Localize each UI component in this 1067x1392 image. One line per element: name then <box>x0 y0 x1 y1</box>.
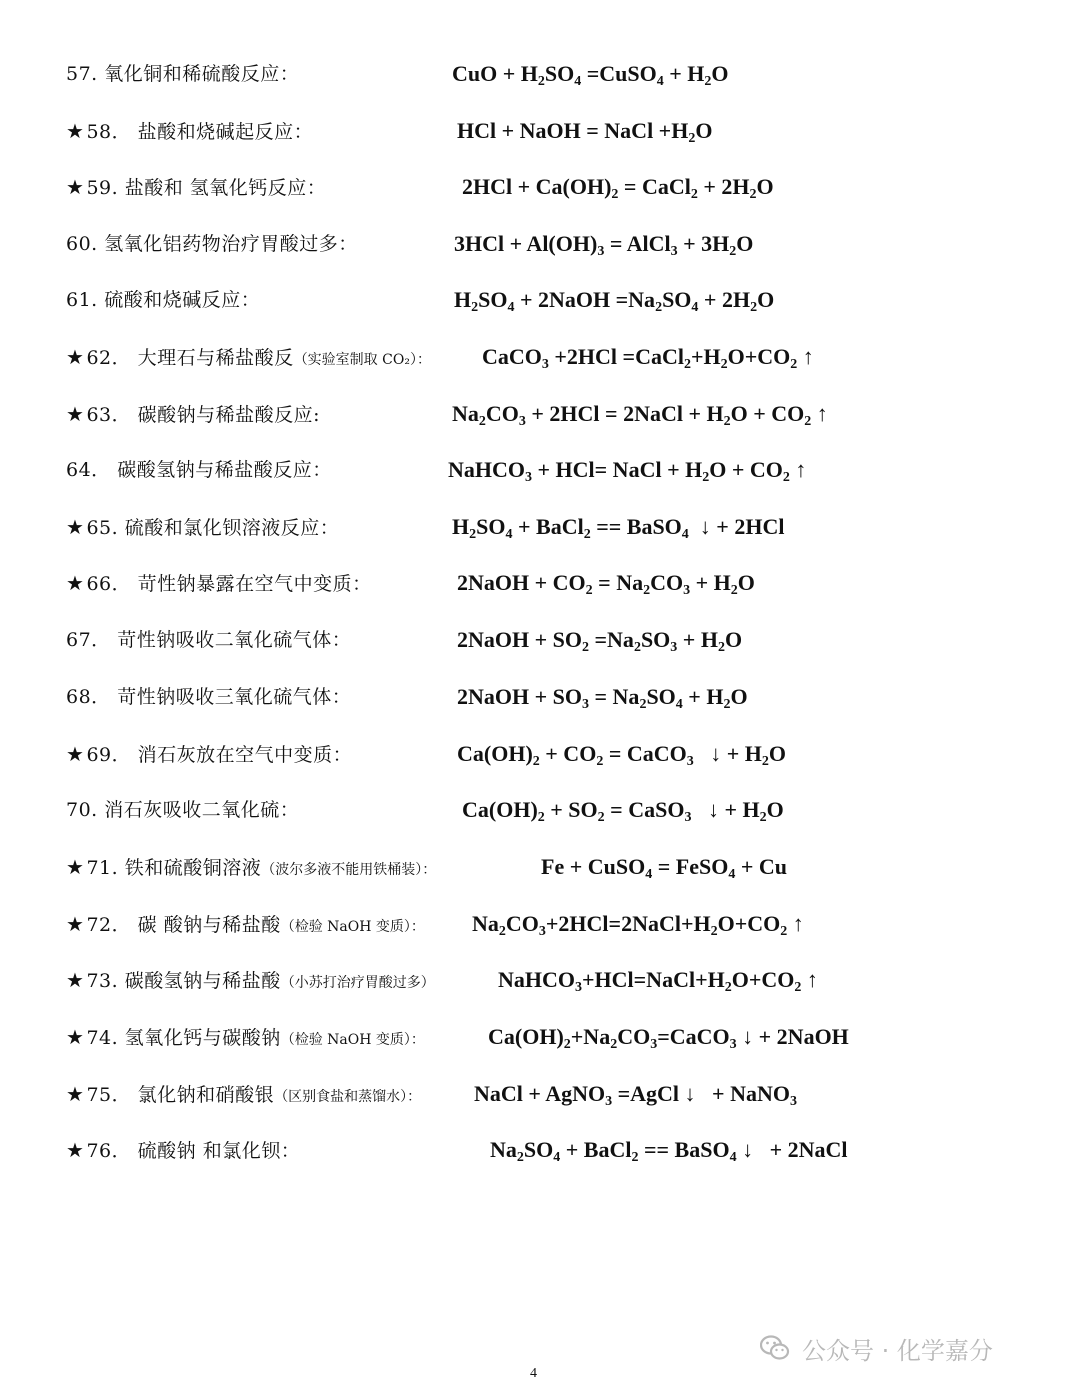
item-number: 63． <box>86 404 132 426</box>
reaction-text: 盐酸和烧碱起反应： <box>137 121 314 143</box>
reaction-description <box>66 563 372 603</box>
reaction-description <box>66 904 425 944</box>
chemical-equation: $H_2SO_4$ + BaCl$_2$ == BaSO$_4$ ↓ + 2HCl <box>452 514 785 542</box>
equation-row <box>0 224 1067 264</box>
equation-row <box>0 337 1067 377</box>
equation-row <box>0 847 1067 887</box>
item-number: 65. <box>86 517 119 539</box>
chemical-equation: $Na_2SO_4$ + BaCl$_2$ == BaSO$_4$ ↓ + 2NaCl <box>490 1137 848 1165</box>
star-icon: ★ <box>66 571 85 595</box>
chemical-equation: NaHCO$_3$ + HCl= NaCl + $H_2O + CO_2$ ↑ <box>448 457 807 485</box>
reaction-text: 碳酸钠与稀盐酸反应: <box>137 404 321 426</box>
reaction-text: 硫酸和氯化钡溶液反应： <box>124 517 340 539</box>
reaction-description <box>66 167 326 207</box>
reaction-note: （检验 NaOH 变质）： <box>280 919 425 935</box>
reaction-description <box>66 847 436 887</box>
star-icon: ★ <box>66 402 85 426</box>
item-number: 68． <box>66 686 111 708</box>
equation-row <box>0 677 1067 717</box>
equation-row <box>0 960 1067 1000</box>
equation-row <box>0 620 1067 660</box>
item-number: 70. <box>66 799 98 821</box>
reaction-description <box>66 394 320 434</box>
watermark <box>760 1328 993 1368</box>
item-number: 72． <box>86 914 132 936</box>
equation-row <box>0 1074 1067 1114</box>
reaction-note: （检验 NaOH 变质）： <box>280 1032 425 1048</box>
reaction-note: （小苏打治疗胃酸过多） <box>280 975 435 991</box>
equation-row <box>0 111 1067 151</box>
item-number: 58． <box>86 121 132 143</box>
star-icon: ★ <box>66 912 85 936</box>
reaction-text: 苛性钠吸收三氧化硫气体： <box>117 686 352 708</box>
reaction-description <box>66 450 332 490</box>
reaction-text: 氯化钠和硝酸银 <box>137 1084 275 1106</box>
reaction-description <box>66 111 313 151</box>
reaction-description <box>66 734 352 774</box>
watermark-text: 公众号 · 化学嘉分 <box>802 1336 993 1365</box>
item-number: 71. <box>86 857 119 879</box>
chemical-equation: CaCO$_3$ $+2HCl =CaCl_2+H_2O+CO_2$ ↑ <box>482 344 814 372</box>
star-icon: ★ <box>66 119 85 143</box>
chemical-equation: $3HCl + Al(OH)_3$ = AlCl$_3$ + $3H_2O$ <box>454 231 754 259</box>
reaction-description <box>66 790 299 830</box>
reaction-text: 苛性钠吸收二氧化硫气体： <box>117 629 352 651</box>
reaction-text: 消石灰吸收二氧化硫： <box>104 799 300 821</box>
star-icon: ★ <box>66 742 85 766</box>
equation-row <box>0 1130 1067 1170</box>
reaction-text: 氢氧化铝药物治疗胃酸过多： <box>104 233 358 255</box>
item-number: 73. <box>86 970 119 992</box>
reaction-note: （区别食盐和蒸馏水）： <box>274 1089 422 1105</box>
star-icon: ★ <box>66 515 85 539</box>
chemical-equation: $Ca(OH)_2 + CO_2$ = CaCO$_3$ ↓ + $H_2O$ <box>457 741 787 769</box>
reaction-note: （波尔多液不能用铁桶装）： <box>261 862 437 878</box>
item-number: 62． <box>86 347 132 369</box>
chemical-equation: 2NaOH + $SO_2 =Na_2SO_3 + H_2O$ <box>457 627 743 655</box>
reaction-text: 碳酸氢钠与稀盐酸反应： <box>117 459 332 481</box>
item-number: 76． <box>86 1140 132 1162</box>
reaction-description <box>66 337 431 377</box>
chemical-equation: $Na_2CO_3 + 2HCl$ = 2NaCl + $H_2O + CO_2$ ↑ <box>452 401 828 429</box>
reaction-note: （实验室制取 CO₂）： <box>293 352 431 368</box>
item-number: 59. <box>86 177 119 199</box>
reaction-text: 消石灰放在空气中变质： <box>137 744 353 766</box>
equation-row <box>0 54 1067 94</box>
item-number: 69． <box>86 744 132 766</box>
chemical-equation: NaCl + AgNO$_3$ =AgCl ↓ + NaNO$_3$ <box>474 1081 797 1109</box>
reaction-text: 大理石与稀盐酸反 <box>137 347 294 369</box>
reaction-text: 苛性钠暴露在空气中变质： <box>137 573 372 595</box>
item-number: 60. <box>66 233 98 255</box>
equation-row <box>0 790 1067 830</box>
item-number: 75． <box>86 1084 132 1106</box>
reaction-description <box>66 620 351 660</box>
reaction-description <box>66 1017 425 1057</box>
item-number: 74. <box>86 1027 119 1049</box>
item-number: 64． <box>66 459 111 481</box>
star-icon: ★ <box>66 175 85 199</box>
item-number: 66． <box>86 573 132 595</box>
chemical-equation: $Na_2CO_3+2HCl=2NaCl+H_2O+CO_2$ ↑ <box>472 911 804 939</box>
item-number: 67． <box>66 629 111 651</box>
equation-row <box>0 280 1067 320</box>
star-icon: ★ <box>66 1082 85 1106</box>
reaction-description <box>66 960 435 1000</box>
star-icon: ★ <box>66 1138 85 1162</box>
chemical-equation: $H_2SO_4$ + 2NaOH $=Na_2SO_4 + 2H_2O$ <box>454 287 775 315</box>
chemical-equation: $NaHCO_3+HCl=NaCl+H_2O+CO_2$ ↑ <box>498 967 818 995</box>
reaction-description <box>66 507 339 547</box>
reaction-text: 碳酸氢钠与稀盐酸 <box>124 970 281 992</box>
equation-row <box>0 507 1067 547</box>
equation-row <box>0 1017 1067 1057</box>
chemical-equation: $Ca(OH)_2+Na_2CO_3=CaCO_3$ ↓ + 2NaOH <box>488 1024 849 1052</box>
star-icon: ★ <box>66 855 85 879</box>
reaction-description <box>66 280 260 320</box>
equation-row <box>0 167 1067 207</box>
star-icon: ★ <box>66 345 85 369</box>
star-icon: ★ <box>66 968 85 992</box>
equation-row <box>0 904 1067 944</box>
wechat-icon <box>760 1335 790 1361</box>
chemical-equation: $Ca(OH)_2 + SO_2$ = CaSO$_3$ ↓ + $H_2O$ <box>462 797 784 825</box>
star-icon: ★ <box>66 1025 85 1049</box>
equation-row <box>0 450 1067 490</box>
chemical-equation: Fe + CuSO$_4$ = FeSO$_4$ + Cu <box>541 854 787 882</box>
reaction-description <box>66 54 299 94</box>
reaction-text: 盐酸和 氢氧化钙反应： <box>124 177 327 199</box>
reaction-text: 氢氧化钙与碳酸钠 <box>124 1027 281 1049</box>
item-number: 61. <box>66 289 98 311</box>
reaction-text: 铁和硫酸铜溶液 <box>124 857 262 879</box>
item-number: 57. <box>66 63 98 85</box>
reaction-text: 氧化铜和稀硫酸反应： <box>104 63 300 85</box>
reaction-description <box>66 1130 300 1170</box>
chemical-equation: 2NaOH + $CO_2 = Na_2CO_3 + H_2O$ <box>457 570 755 598</box>
reaction-description <box>66 224 358 264</box>
reaction-text: 碳 酸钠与稀盐酸 <box>137 914 281 936</box>
reaction-text: 硫酸钠 和氯化钡： <box>137 1140 301 1162</box>
chemical-equation: CuO + $H_2SO_4$ =CuSO$_4$ + $H_2O$ <box>452 61 729 89</box>
reaction-description <box>66 1074 421 1114</box>
chemical-equation: $2HCl + Ca(OH)_2$ = CaCl$_2$ + $2H_2O$ <box>462 174 774 202</box>
equation-row <box>0 394 1067 434</box>
chemical-equation: HCl + NaOH = NaCl $+H_2O$ <box>457 118 713 146</box>
equation-row <box>0 563 1067 603</box>
equation-row <box>0 734 1067 774</box>
reaction-description <box>66 677 351 717</box>
reaction-text: 硫酸和烧碱反应： <box>104 289 261 311</box>
chemical-equation: 2NaOH + $SO_3 = Na_2SO_4 + H_2O$ <box>457 684 748 712</box>
page-number: 4 <box>530 1366 537 1381</box>
